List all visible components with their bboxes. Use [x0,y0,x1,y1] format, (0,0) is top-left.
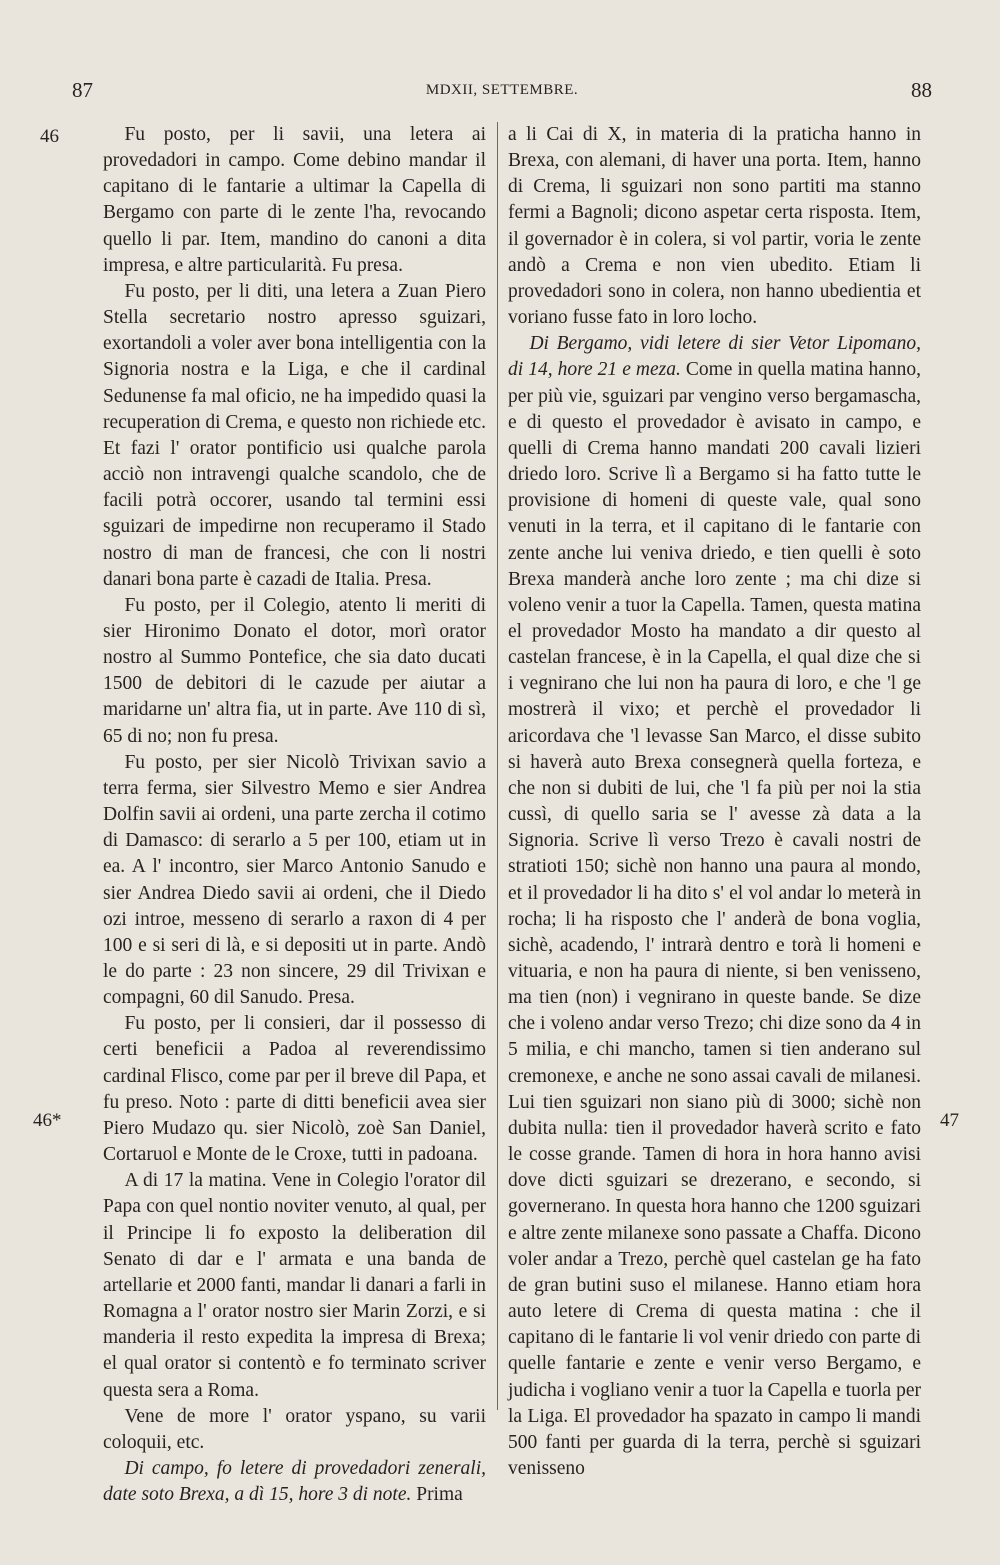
paragraph: Fu posto, per li diti, una letera a Zuan Piero Stella secretario nostro apresso sguizari, exortandoli a voler aver bona intelligentia con la Signoria nostra e la Liga, e che il cardinal Sedunense fa mal oficio, ne ha impedido quasi la recuperation di Crema, e questo non richiede etc. Et fazi l' orator pontificio usi qualche parola acciò non intravengi qualche scandolo, che de facili potrà occorer, usando tal termini essi sguizari de impedirne non recuperamo il Stado nostro di man de francesi, che con li nostri danari bona parte è cazadi de Italia. Presa. [103,280,486,590]
paragraph: Fu posto, per sier Nicolò Trivixan savio a terra ferma, sier Silvestro Memo e sier Andrea Dolfin savii ai ordeni, una parte zercha il cotimo di Damasco: di serarlo a 5 per 100, etiam ut in ea. A l' incontro, sier Marco Antonio Sanudo e sier Andrea Diedo savii ai ordeni, che il Diedo ozi introe, messeno di serarlo a raxon di 4 per 100 e si seri di là, e si depositi ut in parte. Andò le do parte : 23 non sincere, 29 dil Trivixan e compagni, 60 dil Sanudo. Presa. [103,751,486,1009]
margin-note-46: 46 [40,126,59,147]
paragraph-text: Come in quella matina hanno, per più vie, sguizari par vengino verso bergamascha, e di questo el provedador è avisato in campo, e quelli di Crema hanno mandati 200 cavali lizieri driedo loro. Scrive lì a Bergamo si ha fatto tutte le provisione di homeni di queste vale, qual sono venuti in la terra, et il capitano di le fantarie con zente anche lui veniva driedo, e tien quelli è soto Brexa manderà anche loro zente ; ma chi dize si voleno venir a tuor la Capella. Tamen, questa matina el provedador Mosto ha mandato a dir questo al castelan francese, è in la Capella, el qual dize che si i vegnirano che lui non ha paura di loro, e che 'l ge mostrerà il vixo; et perchè el provedador li aricordava che 'l levasse San Marco, el disse subito si haverà auto Brexa consegnerà quella forteza, e che non si dubiti de lui, che 'l fa più per noi la stia cussì, di quello saria se l' avesse zà data a la Signoria. Scrive lì verso Trezo è cavali nostri de stratioti 150; sichè non hanno una paura al mondo, et il provedador li ha dito s' el vol andar lo meterà in rocha; li ha risposto che l' anderà de bona voglia, sichè, acadendo, l' intrarà dentro e torà li homeni e vituaria, e non ha paura di niente, si ben venisseno, ma tien (non) i vegnirano in queste bande. Se dize che i voleno andar verso Trezo; chi dize sono da 4 in 5 milia, e chi mancho, tamen si tien anderano sul cremonexe, e anche ne sono assai cavali de milanesi. Lui tien sguizari non siano più di 3000; sichè non dubita nulla: tien il provedador haverà scrito e fato le cosse grande. Tamen di hora in hora hanno avisi dove dicti sguizari se drezerano, e secondo, si governerano. In questa hora hanno che 1200 sguizari e altre zente milanexe sono passate a Chaffa. Dicono voler andar a Trezo, perchè quel castelan ge ha fato de gran butini suso el milanese. Hanno etiam hora auto letere di Crema di questa matina : che il capitano di le fantarie li vol venir driedo con parte di quelle fantarie e zente e venir verso Bergamo, e judicha i vogliano venir a tuor la Capella e tuorla per la Liga. El provedador ha spazato in campo li mandi 500 fanti per guarda di la terra, perchè si sguizari venisseno [508,359,921,1479]
margin-note-47: 47 [940,1110,959,1131]
paragraph [508,331,921,1482]
margin-note-46-star: 46* [33,1110,62,1131]
left-column [103,122,486,1508]
paragraph [103,1456,486,1508]
paragraph-text: Prima [411,1484,463,1506]
paragraph: A di 17 la matina. Vene in Colegio l'orator dil Papa con quel nontio noviter venuto, al qual, per il Principe li fo exposto la deliberation dil Senato di dar e l' armata e una banda de artellarie et 2000 fanti, mandar li danari a farli in Romagna a l' orator nostro sier Marin Zorzi, e si manderia il resto expedita la impresa di Brexa; el qual orator si contentò e fo terminato scriver questa sera a Roma. [103,1170,486,1401]
running-title: MDXII, SETTEMBRE. [425,82,579,98]
page-number-right: 88 [911,78,932,102]
right-column [508,122,921,1482]
page-number-left: 87 [72,78,93,102]
paragraph: Fu posto, per il Colegio, atento li meriti di sier Hironimo Donato el dotor, morì orator nostro al Summo Pontefice, che sia dato ducati 1500 de debitori di le cazude per aiutar a maridarne un' altra fia, ut in parte. Ave 110 di sì, 65 di no; non fu presa. [103,594,486,747]
paragraph: Fu posto, per li savii, una letera ai provedadori in campo. Come debino mandar il capitano di le fantarie a ultimar la Capella di Bergamo con parte di le zente l'ha, revocando quello li par. Item, mandino do canoni a dita impresa, e altre particularità. Fu presa. [103,124,486,276]
paragraph: Vene de more l' orator yspano, su varii coloquii, etc. [103,1405,486,1453]
page-header [72,78,932,118]
paragraph: Fu posto, per li consieri, dar il possesso di certi beneficii a Padoa al reverendissimo cardinal Flisco, come par per il breve dil Papa, et fu preso. Noto : parte di ditti beneficii avea sier Piero Mudazo qu. sier Nicolò, zoè San Daniel, Cortaruol e Monte de le Croxe, tutti in padoana. [103,1013,486,1166]
paragraph: a li Cai di X, in materia di la praticha hanno in Brexa, con alemani, di haver una porta. Item, hanno di Crema, li sguizari non sono partiti ma stanno fermi a Bagnoli; dicono aspetar certa risposta. Item, il governador è in colera, si vol partir, voria le zente andò a Crema e non vien ubedito. Etiam li provedadori sono in colera, non hanno ubedientia et voriano fusse fato in loro locho. [508,124,921,329]
dateline: Di Bergamo, vidi letere di sier Vetor Lipomano, di 14, hore 21 e meza. [508,333,921,381]
column-divider [497,122,498,1410]
dateline: Di campo, fo letere di provedadori zenerali, date soto Brexa, a dì 15, hore 3 di note. [103,1457,486,1506]
